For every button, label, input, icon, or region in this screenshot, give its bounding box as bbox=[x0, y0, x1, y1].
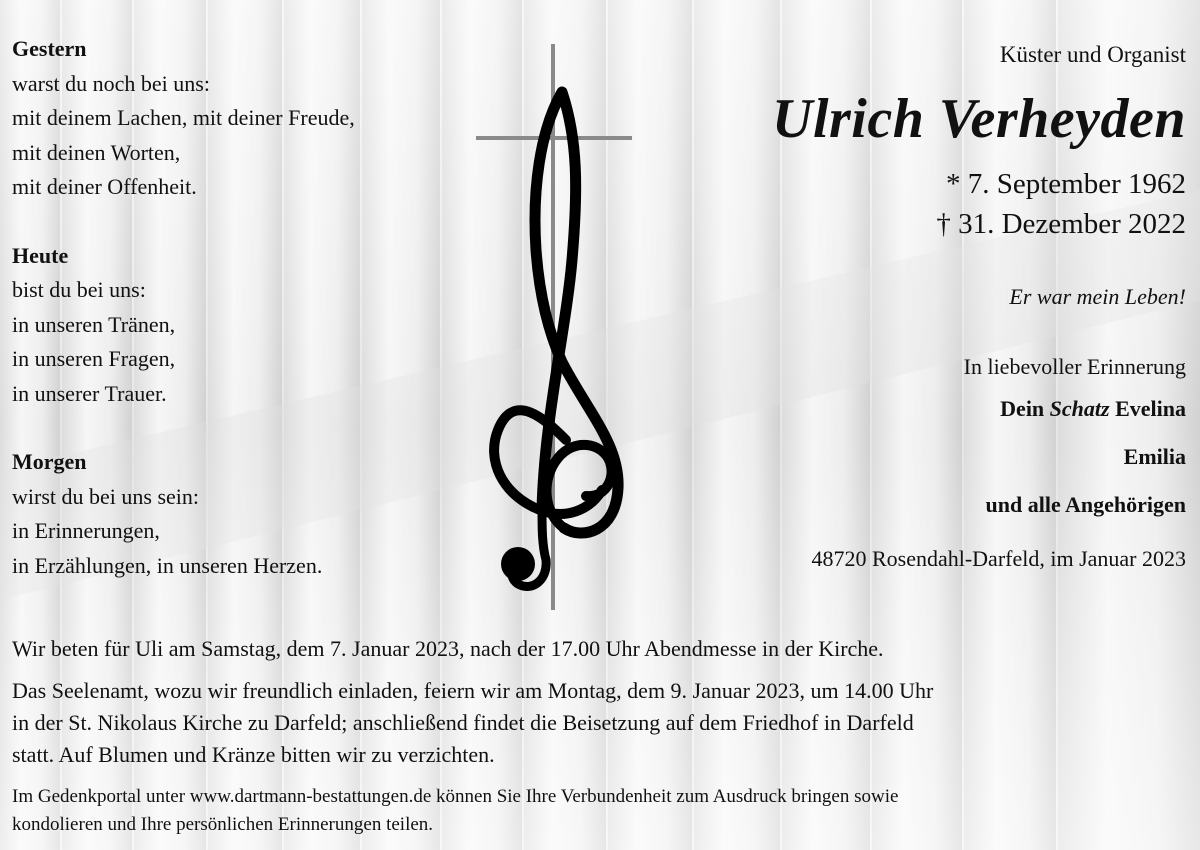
mourner-name: Evelina bbox=[1115, 396, 1186, 421]
poem-line: mit deinen Worten, bbox=[12, 139, 181, 165]
poem-heading: Heute bbox=[12, 242, 69, 268]
poem-heading: Morgen bbox=[12, 449, 87, 474]
prayer-notice: Wir beten für Uli am Samstag, dem 7. Januar 2023, nach der 17.00 Uhr Abendmesse in der Kirche. bbox=[12, 636, 884, 661]
portal-notice-line: kondolieren und Ihre persönlichen Erinnerungen teilen. bbox=[12, 814, 434, 835]
poem-stanza-tomorrow bbox=[12, 445, 482, 583]
poem-line: in unseren Fragen, bbox=[12, 346, 176, 371]
mourner-emphasis: Schatz bbox=[1049, 396, 1110, 421]
mass-notice-line: statt. Auf Blumen und Kränze bitten wir zu verzichten. bbox=[12, 742, 495, 767]
service-notices bbox=[12, 633, 1192, 839]
motto: Er war mein Leben! bbox=[1009, 284, 1186, 309]
mass-notice bbox=[12, 675, 1192, 771]
poem-stanza-yesterday bbox=[12, 32, 482, 205]
deceased-role: Küster und Organist bbox=[999, 42, 1186, 67]
poem-line: in Erzählungen, in unseren Herzen. bbox=[12, 552, 323, 578]
place-and-date: 48720 Rosendahl-Darfeld, im Januar 2023 bbox=[811, 546, 1186, 571]
mourner-line: und alle Angehörigen bbox=[985, 492, 1186, 517]
obituary-details bbox=[626, 40, 1186, 574]
poem-line: wirst du bei uns sein: bbox=[12, 483, 199, 509]
birth-date: * 7. September 1962 bbox=[945, 168, 1186, 200]
cross-with-clef bbox=[470, 40, 640, 610]
death-date: † 31. Dezember 2022 bbox=[936, 208, 1186, 240]
treble-clef-icon bbox=[494, 92, 618, 587]
poem-stanza-today bbox=[12, 239, 482, 412]
poem-line: in Erinnerungen, bbox=[12, 518, 160, 543]
mass-notice-line: Das Seelenamt, wozu wir freundlich einladen, feiern wir am Montag, dem 9. Januar 2023, um 14.00 Uhr bbox=[12, 678, 934, 703]
mourner-line bbox=[626, 388, 1186, 430]
mourner-line: Emilia bbox=[1123, 444, 1186, 469]
memorial-portal-notice bbox=[12, 783, 1192, 839]
poem-line: bist du bei uns: bbox=[12, 277, 146, 302]
poem-line: mit deiner Offenheit. bbox=[12, 174, 197, 199]
mass-notice-line: in der St. Nikolaus Kirche zu Darfeld; anschließend findet die Beisetzung auf dem Friedhof in Darfeld bbox=[12, 710, 914, 735]
poem bbox=[12, 32, 482, 617]
mourner-prefix: Dein bbox=[1000, 396, 1045, 421]
poem-line: warst du noch bei uns: bbox=[12, 70, 210, 96]
poem-line: mit deinem Lachen, mit deiner Freude, bbox=[12, 105, 355, 130]
remembrance-intro: In liebevoller Erinnerung bbox=[963, 354, 1186, 379]
portal-notice-line: Im Gedenkportal unter www.dartmann-bestattungen.de können Sie Ihre Verbundenheit zum Ausdruck bringen sowie bbox=[12, 786, 899, 807]
poem-line: in unseren Tränen, bbox=[12, 311, 176, 337]
poem-heading: Gestern bbox=[12, 36, 87, 61]
deceased-name: Ulrich Verheyden bbox=[772, 88, 1186, 150]
poem-line: in unserer Trauer. bbox=[12, 380, 167, 406]
